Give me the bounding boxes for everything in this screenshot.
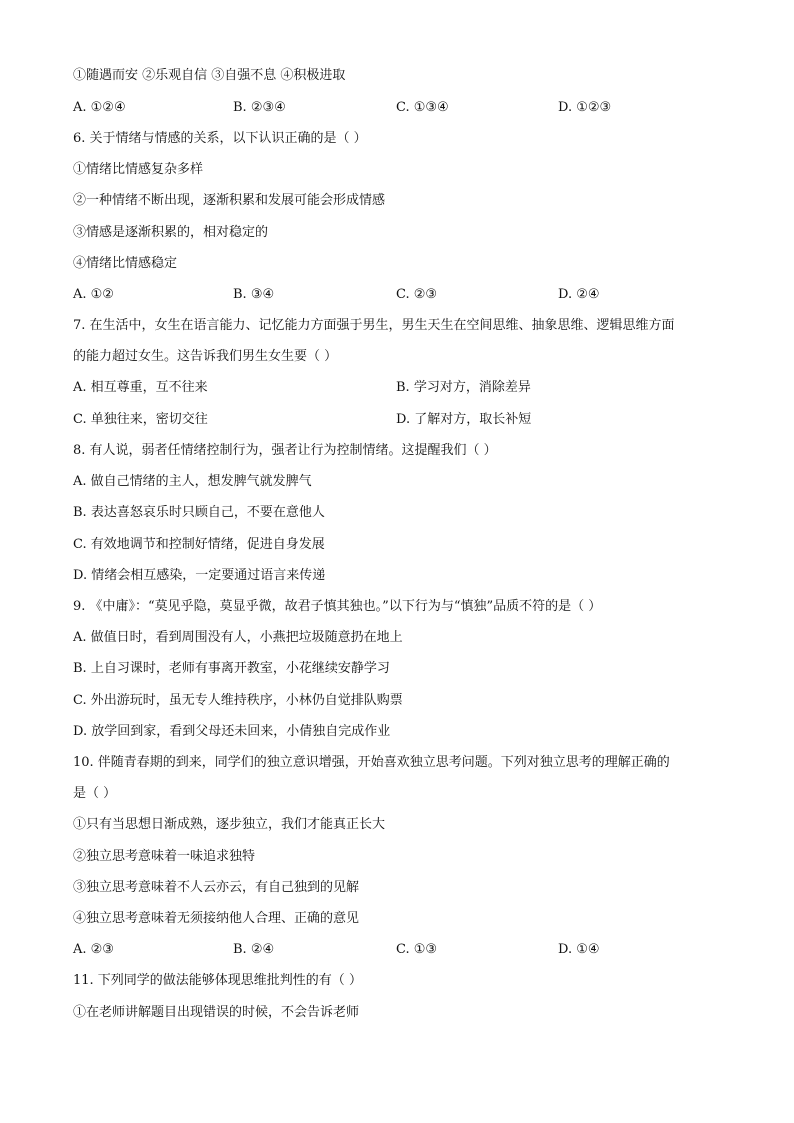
q6-option-a: A. ①②: [73, 287, 114, 302]
q7-option-c: C. 单独往来，密切交往: [73, 412, 208, 427]
q7-option-b: B. 学习对方，消除差异: [396, 380, 531, 395]
q6-stem: 6. 关于情绪与情感的关系，以下认识正确的是（ ）: [73, 131, 367, 146]
q6-option-b: B. ③④: [233, 287, 275, 302]
q10-statement-1: ①只有当思想日渐成熟，逐步独立，我们才能真正长大: [73, 817, 386, 832]
q6-option-c: C. ②③: [396, 287, 438, 302]
q5-option-d: D. ①②③: [558, 100, 612, 115]
q9-stem: 9. 《中庸》：“莫见乎隐，莫显乎微，故君子慎其独也。”以下行为与“慎独”品质不符的是（ ）: [73, 599, 602, 614]
q9-option-c: C. 外出游玩时，虽无专人维持秩序，小林仍自觉排队购票: [73, 693, 403, 708]
q6-statement-3: ③情感是逐渐积累的，相对稳定的: [73, 225, 269, 240]
q8-option-a: A. 做自己情绪的主人，想发脾气就发脾气: [73, 474, 312, 489]
q10-option-c: C. ①③: [396, 942, 438, 957]
q9-option-d: D. 放学回到家，看到父母还未回来，小倩独自完成作业: [73, 724, 391, 739]
q6-statement-4: ④情绪比情感稳定: [73, 256, 178, 271]
q11-statement-1: ①在老师讲解题目出现错误的时候，不会告诉老师: [73, 1005, 360, 1020]
q10-statement-4: ④独立思考意味着无须接纳他人合理、正确的意见: [73, 911, 360, 926]
q10-statement-3: ③独立思考意味着不人云亦云，有自己独到的见解: [73, 880, 360, 895]
q5-statements: ①随遇而安 ②乐观自信 ③自强不息 ④积极进取: [73, 68, 346, 83]
q8-option-c: C. 有效地调节和控制好情绪，促进自身发展: [73, 537, 325, 552]
q10-option-a: A. ②③: [73, 942, 114, 957]
q10-stem-line-1: 10. 伴随青春期的到来，同学们的独立意识增强，开始喜欢独立思考问题。下列对独立思考的理解正确的: [73, 755, 670, 770]
q5-option-a: A. ①②④: [73, 100, 126, 115]
q8-option-d: D. 情绪会相互感染，一定要通过语言来传递: [73, 568, 326, 583]
q8-stem: 8. 有人说，弱者任情绪控制行为，强者让行为控制情绪。这提醒我们（ ）: [73, 443, 497, 458]
q7-option-d: D. 了解对方，取长补短: [396, 412, 532, 427]
q7-stem-line-1: 7. 在生活中，女生在语言能力、记忆能力方面强于男生，男生天生在空间思维、抽象思维、逻辑思维方面: [73, 318, 675, 333]
q6-statement-2: ②一种情绪不断出现，逐渐积累和发展可能会形成情感: [73, 193, 386, 208]
q6-statement-1: ①情绪比情感复杂多样: [73, 162, 204, 177]
q10-option-d: D. ①④: [558, 942, 600, 957]
q10-statement-2: ②独立思考意味着一味追求独特: [73, 849, 256, 864]
q10-option-b: B. ②④: [233, 942, 275, 957]
q6-option-d: D. ②④: [558, 287, 600, 302]
q8-option-b: B. 表达喜怒哀乐时只顾自己，不要在意他人: [73, 505, 325, 520]
q9-option-a: A. 做值日时，看到周围没有人，小燕把垃圾随意扔在地上: [73, 630, 403, 645]
q7-stem-line-2: 的能力超过女生。这告诉我们男生女生要（ ）: [73, 349, 338, 364]
q10-stem-line-2: 是（ ）: [73, 786, 117, 801]
q5-option-b: B. ②③④: [233, 100, 286, 115]
q11-stem: 11. 下列同学的做法能够体现思维批判性的有（ ）: [73, 973, 362, 988]
q7-option-a: A. 相互尊重，互不往来: [73, 380, 208, 395]
q5-option-c: C. ①③④: [396, 100, 449, 115]
q9-option-b: B. 上自习课时，老师有事离开教室，小花继续安静学习: [73, 661, 390, 676]
